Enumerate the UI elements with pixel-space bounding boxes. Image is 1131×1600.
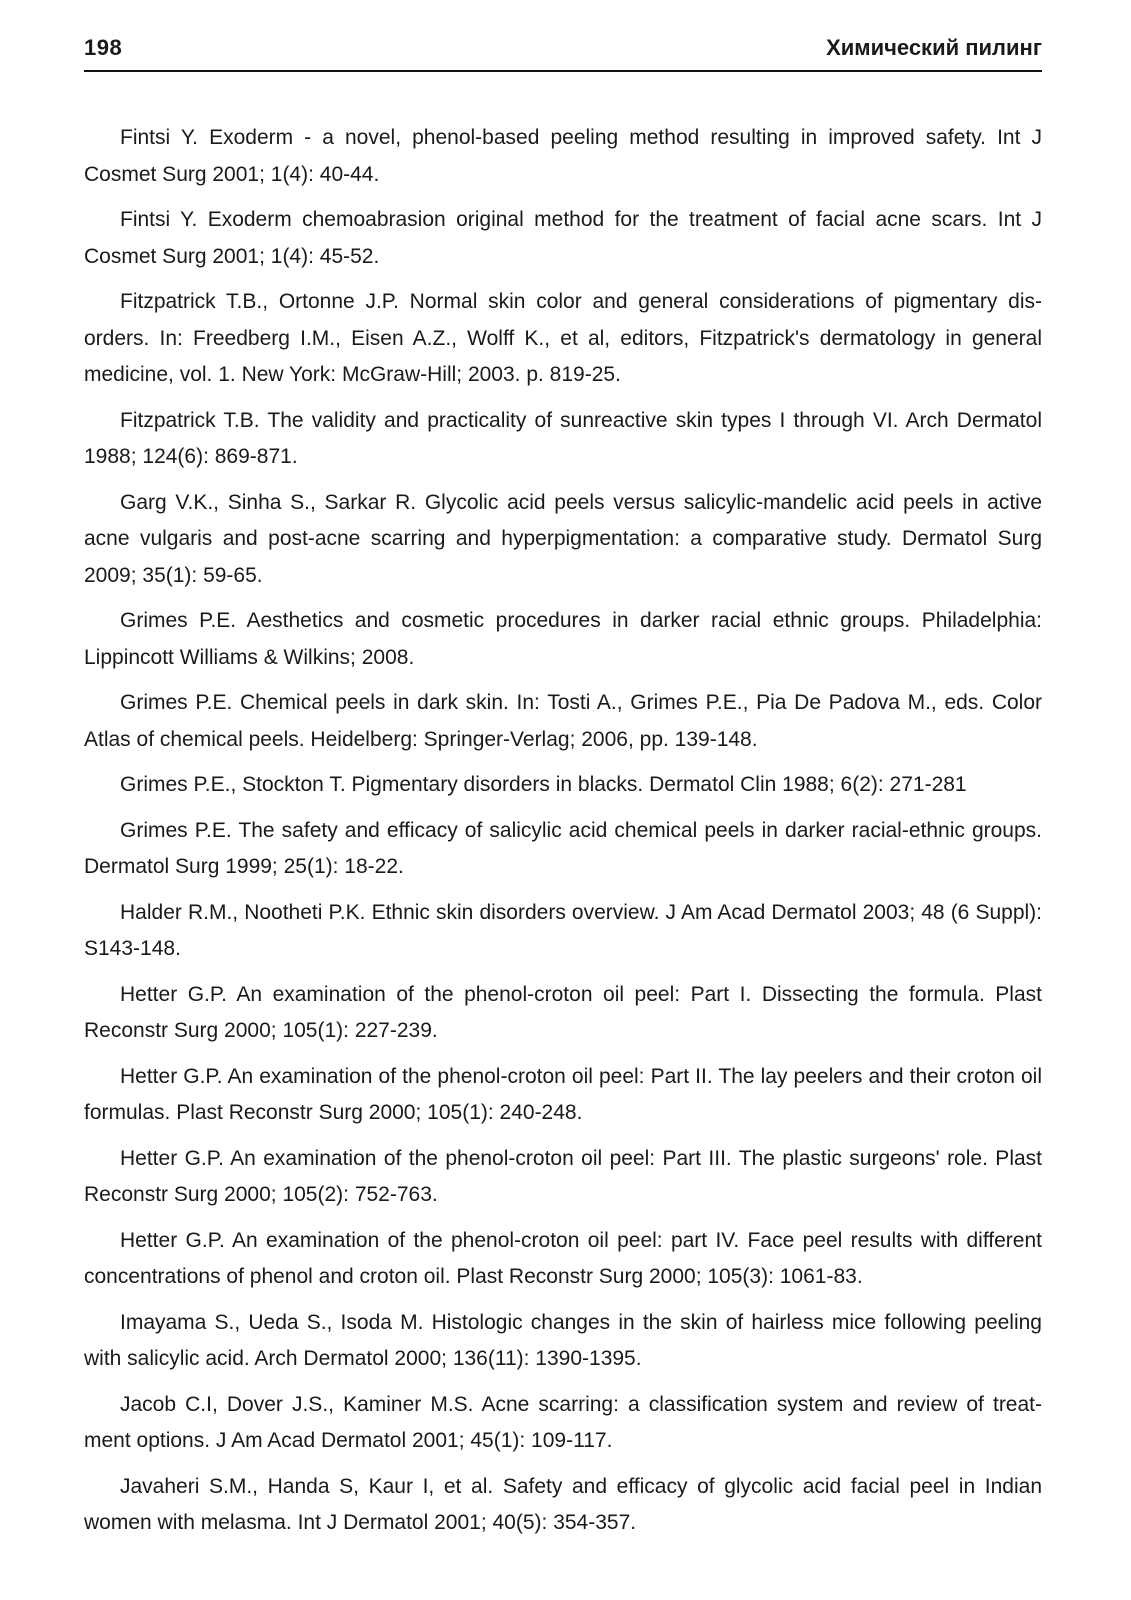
reference-item: Hetter G.P. An examination of the phenol-croton oil peel: Part III. The plastic surgeons' role. Plast Reconstr Surg 2000; 105(2): 752-763.: [84, 1146, 1042, 1206]
reference-item: Grimes P.E., Stockton T. Pigmentary disorders in blacks. Dermatol Clin 1988; 6(2): 271-281: [120, 773, 967, 796]
reference-item: Fitzpatrick T.B. The validity and practicality of sunreactive skin types I through VI. Arch Dermatol 1988; 124(6): 869-871.: [84, 408, 1042, 468]
reference-item: Grimes P.E. The safety and efficacy of salicylic acid chemical peels in darker racial-ethnic groups. Dermatol Surg 1999; 25(1): 18-22.: [84, 818, 1042, 878]
reference-item: Grimes P.E. Aesthetics and cosmetic procedures in darker racial ethnic groups. Philadelphia: Lippincott Williams & Wilkins; 2008.: [84, 609, 1042, 669]
document-page: [84, 0, 1042, 1600]
reference-list: [84, 120, 1042, 1551]
reference-item: Fintsi Y. Exoderm - a novel, phenol-based peeling method resulting in improved safety. Int J Cosmet Surg 2001; 1(4): 40-44.: [84, 126, 1042, 186]
reference-item: Fintsi Y. Exoderm chemoabrasion original method for the treatment of facial acne scars. Int J Cosmet Surg 2001; 1(4): 45-52.: [84, 208, 1042, 268]
page-header: [84, 30, 1042, 70]
reference-item: Garg V.K., Sinha S., Sarkar R. Glycolic acid peels versus salicylic-mandelic acid peels in active acne vulgaris and post-acne scarring and hyperpigmentation: a comparative study. Dermatol Surg 2009; 35(1): 59-65.: [84, 490, 1042, 587]
reference-item: Javaheri S.M., Handa S, Kaur I, et al. Safety and efficacy of glycolic acid facial peel in Indian women with melasma. Int J Dermatol 2001; 40(5): 354-357.: [84, 1474, 1042, 1534]
reference-item: Jacob C.I, Dover J.S., Kaminer M.S. Acne scarring: a classification system and review of treat-ment options. J Am Acad Dermatol 2001; 45(1): 109-117.: [84, 1392, 1042, 1452]
reference-item: Halder R.M., Nootheti P.K. Ethnic skin disorders overview. J Am Acad Dermatol 2003; 48 (6 Suppl): S143-148.: [84, 900, 1042, 960]
reference-item: Imayama S., Ueda S., Isoda M. Histologic changes in the skin of hairless mice following peeling with salicylic acid. Arch Dermatol 2000; 136(11): 1390-1395.: [84, 1310, 1042, 1370]
reference-item: Fitzpatrick T.B., Ortonne J.P. Normal skin color and general considerations of pigmentary dis-orders. In: Freedberg I.M., Eisen A.Z., Wolff K., et al, editors, Fitzpatrick's dermatology in general medicine, vol. 1. New York: McGraw-Hill; 2003. p. 819-25.: [84, 290, 1042, 386]
reference-item: Hetter G.P. An examination of the phenol-croton oil peel: Part II. The lay peelers and their croton oil formulas. Plast Reconstr Surg 2000; 105(1): 240-248.: [84, 1064, 1042, 1124]
running-title: Химический пилинг: [826, 35, 1042, 60]
header-divider: [84, 70, 1042, 72]
reference-item: Grimes P.E. Chemical peels in dark skin. In: Tosti A., Grimes P.E., Pia De Padova M., eds. Color Atlas of chemical peels. Heidelberg: Springer-Verlag; 2006, pp. 139-148.: [84, 691, 1042, 751]
reference-item: Hetter G.P. An examination of the phenol-croton oil peel: part IV. Face peel results with different concentrations of phenol and croton oil. Plast Reconstr Surg 2000; 105(3): 1061-83.: [84, 1228, 1042, 1288]
page-number: 198: [84, 35, 123, 60]
reference-item: Hetter G.P. An examination of the phenol-croton oil peel: Part I. Dissecting the formula. Plast Reconstr Surg 2000; 105(1): 227-239.: [84, 982, 1042, 1042]
